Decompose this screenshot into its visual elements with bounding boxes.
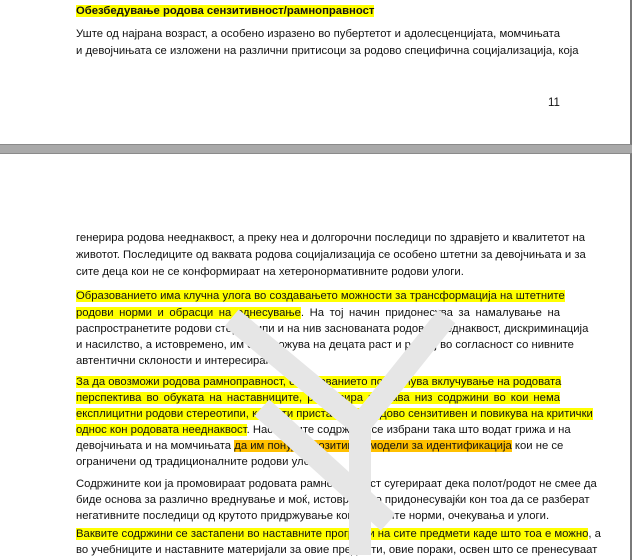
highlighted-text: експлицитни родови стереотипи, користи пристап кој е родово сензитивен и повикува на критички bbox=[76, 408, 593, 420]
document-page-top bbox=[0, 0, 632, 145]
paragraph-line: Ваквите содржини се застапени во наставните програми на сите предмети каде што тоа е можно, а bbox=[76, 528, 601, 540]
highlighted-text: однос кон родовата нееднаквост bbox=[76, 424, 247, 436]
paragraph-line: генерира родова нееднаквост, а преку неа и долгорочни последици по здравјето и квалитетот на bbox=[76, 232, 586, 244]
paragraph-line: биде основа за различно вреднување и моќ, истовремено придонесувајќи кон тоа да се разберат bbox=[76, 494, 590, 506]
highlighted-text: Ваквите содржини се застапени во наставните програми на сите предмети каде што тоа е можно bbox=[76, 528, 589, 540]
paragraph-line: негативните последици од крутото придржување кон родовите норми, очекувања и улоги. bbox=[76, 510, 550, 522]
paragraph-line: животот. Последиците од ваквата родова социјализација се особено штетни за девојчињата и за bbox=[76, 249, 586, 261]
paragraph-line: родови норми и обрасци на однесување. На тој начин придонесува за намалување на bbox=[76, 307, 560, 319]
paragraph-line bbox=[76, 289, 565, 303]
highlighted-text: родови норми и обрасци на однесување bbox=[76, 307, 301, 319]
highlighted-text: За да овозможи родова рамноправност, образованието поттикнува вклучување на родовата bbox=[76, 376, 562, 388]
paragraph-line: сите деца кои не се конформираат на хетеронормативните родови улоги. bbox=[76, 266, 464, 278]
paragraph-line: и насилство, а истовремено, им овозможува на децата раст и развој во согласност со нивните bbox=[76, 339, 574, 351]
paragraph-line bbox=[76, 407, 593, 421]
paragraph-line: и девојчињата се изложени на различни притисоци за родово специфична социјализација, која bbox=[76, 45, 579, 57]
highlighted-text: Образованието има клучна улога во создавањето можности за трансформација на штетните bbox=[76, 290, 565, 302]
paragraph-line: Уште од најрана возраст, а особено изразено во пубертетот и адолесценцијата, момчињата bbox=[76, 28, 560, 40]
paragraph-line bbox=[76, 391, 560, 405]
highlighted-text: да им понудат позитивни модели за идентификација bbox=[234, 440, 512, 452]
document-page-bottom bbox=[0, 153, 632, 560]
section-heading: Обезбедување родова сензитивност/рамноправност bbox=[76, 5, 375, 17]
page-number: 11 bbox=[548, 97, 560, 109]
highlighted-text: перспектива во обуката на наставниците, реализира настава низ содржини во кои нема bbox=[76, 392, 560, 404]
paragraph-line: ограничени од традиционалните родови улоги. bbox=[76, 456, 324, 468]
paragraph-line: автентични склоности и интересирања. bbox=[76, 355, 285, 367]
paragraph-line: Содржините кои ја промовираат родовата рамноправност сугерираат дека полот/родот не смее да bbox=[76, 478, 597, 490]
paragraph-line: однос кон родовата нееднаквост. Наставните содржини се избрани така што водат грижа и на bbox=[76, 424, 571, 436]
paragraph-line: во учебниците и наставните материјали за овие предмети, овие пораки, освен што се пренесуваат bbox=[76, 544, 598, 556]
paragraph-line: девојчињата и на момчињата да им понудат позитивни модели за идентификација кои не се bbox=[76, 440, 564, 452]
paragraph-line bbox=[76, 375, 560, 389]
paragraph-line: распространетите родови стереотипи и на нив заснованата родова нееднаквост, дискриминација bbox=[76, 323, 589, 335]
